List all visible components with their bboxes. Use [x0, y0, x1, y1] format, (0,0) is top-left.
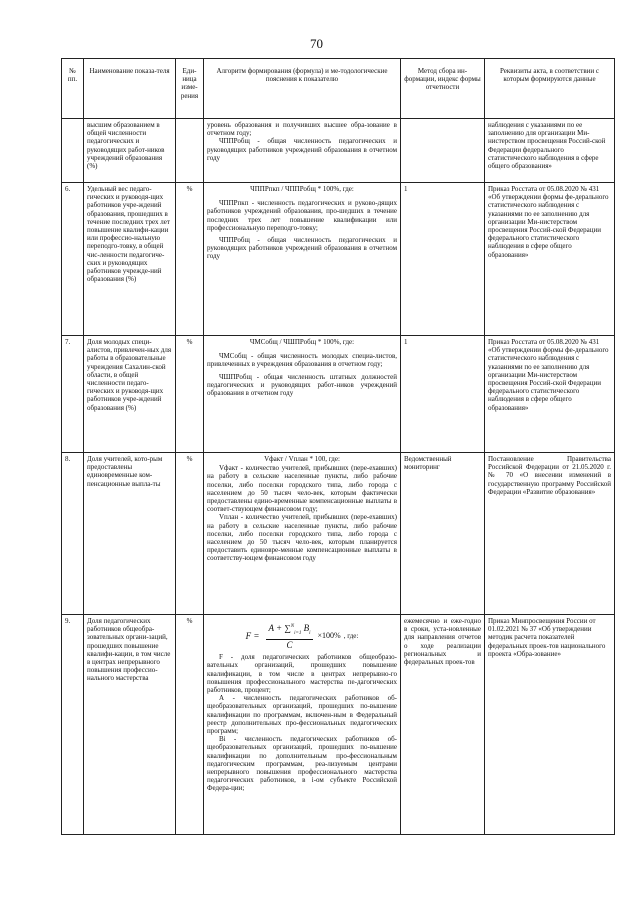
table-row [62, 615, 615, 835]
algorithm-line: уровень образования и получивших высшее обра-зование в отчетном году; [207, 121, 397, 138]
row-method [401, 119, 485, 183]
table-row [62, 336, 615, 453]
table-row [62, 183, 615, 336]
formula-sum-lower: i=1 [294, 630, 302, 636]
table-header-row [62, 59, 615, 119]
row-num: 9. [62, 615, 84, 835]
algorithm-line: Bi - численность педагогических работников об-щеобразовательных организаций, прошедших по-вышение квалификации по дополнительным про-фессиональным педагогическим программам, реа-лизуемым центрами непрерывного повышения профессионального мастерства педагогических работников, в i-ом субъекте Российской Федера-ции; [207, 735, 397, 793]
row-method: ежемесячно и еже-годно в сроки, уста-новленные для направления отчетов о ходе реализации региональных и федеральных проек-тов [401, 615, 485, 835]
algorithm-line: F - доля педагогических работников общеобразо-вательных организаций, прошедших повышение квалификации, в том числе в центрах непрерывно-го повышения профессионального мастерства пе-дагогических работников, процент; [207, 653, 397, 695]
row-algorithm [204, 336, 401, 453]
row-requisites: Приказ Минпросвещения России от 01.02.2021 № 37 «Об утверждении методик расчета показателей федеральных проек-тов национального проекта «Обра-зование» [485, 615, 615, 835]
header-method: Метод сбора ин-формации, индекс формы отчетности [401, 59, 485, 119]
row-method: 1 [401, 336, 485, 453]
algorithm-line: Vфакт - количество учителей, прибывших (пере-ехавших) на работу в сельские населенные пункты, либо рабочие поселки, либо поселки городского типа, либо города с населением до 50 тысяч чело-век, которым фактически предоставлены едино-временные компенсационные выплаты в соответ-ствующем финансовом году; [207, 464, 397, 514]
row-unit: % [176, 336, 204, 453]
header-unit: Еди-ница изме-рения [176, 59, 204, 119]
row-name: Доля учителей, кото-рым предоставлены единовременные ком-пенсационные выпла-ты [84, 453, 176, 615]
table-row [62, 119, 615, 183]
formula-sum-term-sub: i [309, 630, 311, 636]
formula-suffix: , где: [343, 632, 359, 640]
algorithm-formula: Vфакт / Vплан * 100, где: [264, 455, 340, 463]
header-name: Наименование показа-теля [84, 59, 176, 119]
formula-sum-upper: N [290, 624, 295, 629]
row-name: высшим образованием в общей численности педагогических и руководящих работ-ников учреждений образования (%) [84, 119, 176, 183]
formula-denominator: C [286, 640, 293, 650]
row-num: 6. [62, 183, 84, 336]
row-unit [176, 119, 204, 183]
algorithm-line: ЧШПРобщ - общая численность штатных должностей педагогических и руководящих работ-ников учреждений образования в отчетном году [207, 372, 397, 398]
formula-fraction [266, 623, 312, 649]
header-algorithm: Алгоритм формирования (формула) и ме-тодологические пояснения к показателю [204, 59, 401, 119]
row-requisites: Приказ Росстата от 05.08.2020 № 431 «Об утверждении формы фе-дерального статистического наблюдения с указаниями по ее заполнению для организации Ми-нистерством просвещения Россий-ской Федерации федерального статистического наблюдения в сфере общего образования» [485, 183, 615, 336]
algorithm-line: А - численность педагогических работников об-щеобразовательных организаций, прошедших по-вышение квалификации по программам, включен-ным в Федеральный реестр дополнительных про-фессиональных педагогических программ; [207, 694, 397, 736]
indicators-table [61, 58, 615, 835]
formula-lhs: F = [245, 631, 260, 641]
row-name: Доля молодых специ-алистов, привлечен-ных для работы в образовательные учреждения Сахалин-ской области, в общей численности педаго-гических и руководя-щих работников учре-ждений образования (%) [84, 336, 176, 453]
row-num: 8. [62, 453, 84, 615]
row-algorithm [204, 453, 401, 615]
algorithm-line: Vплан - количество учителей, прибывших (пере-ехавших) на работу в сельские населенные пункты, либо рабочие поселки, либо поселки городского типа, либо города с населением до 50 тысяч чело-век, которым планируется предоставить единовре-менные компенсационные выплаты в соответству-ющем финансовом году [207, 513, 397, 563]
row-name: Доля педагогических работников общеобра-зовательных органи-заций, прошедших повышение квалифи-кации, в том числе в центрах непрерывного повышения профессио-нального мастерства [84, 615, 176, 835]
row-requisites: Приказ Росстата от 05.08.2020 № 431 «Об утверждении формы фе-дерального статистического наблюдения с указаниями по ее заполнению для организации Ми-нистерством просвещения Россий-ской Федерации федерального статистического наблюдения в сфере общего образования» [485, 336, 615, 453]
row-num: 7. [62, 336, 84, 453]
header-requisites: Реквизиты акта, в соответствии с которым формируются данные [485, 59, 615, 119]
algorithm-line: ЧППРпкп - численность педагогических и руково-дящих работников учреждений образования, про-шедших в течение последних трех лет повышение квалификации или профессиональную переподго-товку; [207, 199, 397, 232]
formula-numerator-text: A + ∑ [268, 623, 291, 633]
algorithm-line: ЧППРобщ - общая численность педагогических и руководящих работников учреждений образования в отчетном году [207, 137, 397, 162]
table-row [62, 453, 615, 615]
formula-numerator [266, 623, 312, 640]
formula-tail: ×100% [317, 631, 341, 640]
formula-sum-term: B [303, 623, 310, 633]
page-number: 70 [310, 36, 323, 51]
row-method: Ведомственный мониторинг [401, 453, 485, 615]
row-method: 1 [401, 183, 485, 336]
math-formula [207, 623, 397, 649]
row-name: Удельный вес педаго-гических и руководя-щих работников учре-ждений образования, прошедших в течение последних трех лет повышение квалифи-кации или профессио-нальную переподго-товку, в общей чис-ленности педагогиче-ских и руководящих работников учрежде-ний образования (%) [84, 183, 176, 336]
row-num [62, 119, 84, 183]
algorithm-line: ЧМСобщ - общая численность молодых специа-листов, привлеченных в учреждения образования в отчетном году; [207, 352, 397, 369]
row-unit: % [176, 615, 204, 835]
row-algorithm [204, 183, 401, 336]
row-unit: % [176, 183, 204, 336]
header-num: № пп. [62, 59, 84, 119]
algorithm-formula: ЧППРпкп / ЧППРобщ * 100%, где: [250, 185, 354, 193]
row-requisites: Постановление Правительства Российской Федерации от 21.05.2020 г. № 70 «О внесении изменений в государственную программу Российской Федерации «Развитие образования» [485, 453, 615, 615]
algorithm-line: ЧППРобщ - общая численность педагогических и руководящих работников учреждений образования в отчетном году [207, 236, 397, 261]
row-unit: % [176, 453, 204, 615]
row-algorithm [204, 119, 401, 183]
algorithm-formula: ЧМСобщ / ЧШПРобщ * 100%, где: [249, 338, 355, 346]
row-algorithm [204, 615, 401, 835]
row-requisites: наблюдения с указаниями по ее заполнению для организации Ми-нистерством просвещения Россий-ской Федерации федерального статистического наблюдения в сфере общего образования» [485, 119, 615, 183]
